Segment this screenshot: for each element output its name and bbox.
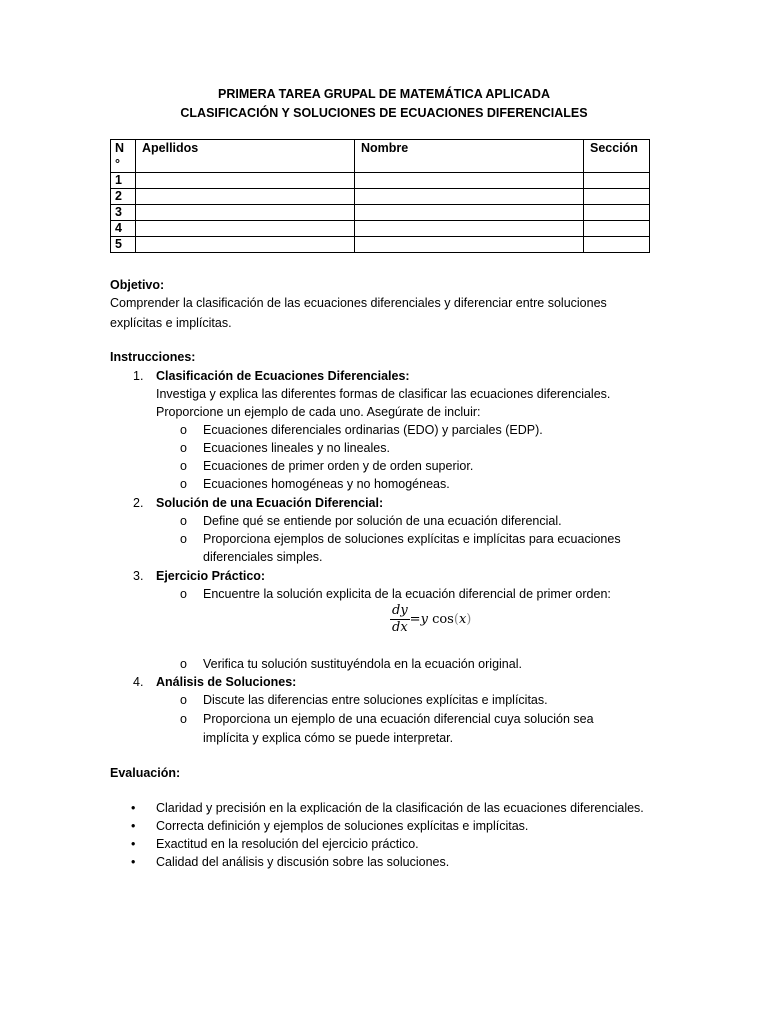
list-item: Proporciona un ejemplo de una ecuación diferencial cuya solución sea [203,712,594,726]
cell-nombre[interactable] [355,173,584,189]
item1-title: Clasificación de Ecuaciones Diferenciales: [156,369,410,383]
cell-seccion[interactable] [584,173,650,189]
row-number: 1 [111,173,136,189]
cell-nombre[interactable] [355,237,584,253]
table-row [111,173,650,189]
bullet: • [131,819,136,833]
cell-seccion[interactable] [584,237,650,253]
equation-fraction [390,603,410,636]
item3-title: Ejercicio Práctico: [156,569,266,583]
sub-bullet: o [180,587,187,601]
row-number: 4 [111,221,136,237]
item1-number: 1. [133,369,144,383]
sub-bullet: o [180,514,187,528]
list-item: Discute las diferencias entre soluciones explícitas e implícitas. [203,693,548,707]
row-number: 5 [111,237,136,253]
sub-bullet: o [180,657,187,671]
objetivo-text-line1: Comprender la clasificación de las ecuaciones diferenciales y diferenciar entre soluciones [110,296,607,310]
equation-paren-right: ) [466,611,472,627]
equation-numerator: dy [392,603,408,618]
cell-apellidos[interactable] [136,189,355,205]
list-item: Encuentre la solución explicita de la ecuación diferencial de primer orden: [203,587,611,601]
cell-apellidos[interactable] [136,173,355,189]
students-table [110,139,650,253]
item4-number: 4. [133,675,144,689]
list-item: Calidad del análisis y discusión sobre las soluciones. [156,855,450,869]
list-item: Exactitud en la resolución del ejercicio práctico. [156,837,419,851]
list-item: Correcta definición y ejemplos de soluciones explícitas e implícitas. [156,819,529,833]
cell-seccion[interactable] [584,189,650,205]
equation-x: x [458,611,467,627]
table-header-row [111,140,650,173]
list-item: Ecuaciones diferenciales ordinarias (EDO) y parciales (EDP). [203,423,543,437]
row-number: 2 [111,189,136,205]
list-item-continued: implícita y explica cómo se puede interpretar. [203,731,454,745]
document-title: PRIMERA TAREA GRUPAL DE MATEMÁTICA APLICADA [218,87,550,101]
sub-bullet: o [180,459,187,473]
header-apellidos: Apellidos [136,140,355,173]
equation-paren-left: ( [453,611,459,627]
sub-bullet: o [180,532,187,546]
cell-seccion[interactable] [584,221,650,237]
cell-apellidos[interactable] [136,237,355,253]
list-item: Ecuaciones lineales y no lineales. [203,441,390,455]
equation-denominator: dx [392,620,408,635]
list-item: Claridad y precisión en la explicación de la clasificación de las ecuaciones diferenciales. [156,801,644,815]
list-item: Proporciona ejemplos de soluciones explícitas e implícitas para ecuaciones [203,532,621,546]
instrucciones-heading: Instrucciones: [110,350,196,364]
cell-nombre[interactable] [355,189,584,205]
header-number: N ° [111,140,136,173]
item2-title: Solución de una Ecuación Diferencial: [156,496,384,510]
cell-apellidos[interactable] [136,221,355,237]
item3-number: 3. [133,569,144,583]
list-item: Ecuaciones homogéneas y no homogéneas. [203,477,450,491]
bullet: • [131,801,136,815]
item1-text-line2: Proporcione un ejemplo de cada uno. Asegúrate de incluir: [156,405,481,419]
sub-bullet: o [180,693,187,707]
header-nombre: Nombre [355,140,584,173]
sub-bullet: o [180,423,187,437]
table-row [111,237,650,253]
item2-number: 2. [133,496,144,510]
list-item-continued: diferenciales simples. [203,550,323,564]
evaluacion-heading: Evaluación: [110,766,181,780]
bullet: • [131,855,136,869]
list-item: Verifica tu solución sustituyéndola en la ecuación original. [203,657,522,671]
sub-bullet: o [180,477,187,491]
table-row [111,221,650,237]
table-row [111,189,650,205]
cell-apellidos[interactable] [136,205,355,221]
item1-text-line1: Investiga y explica las diferentes formas de clasificar las ecuaciones diferenciales. [156,387,611,401]
sub-bullet: o [180,712,187,726]
bullet: • [131,837,136,851]
equation-y: y [420,611,428,627]
differential-equation [390,603,471,636]
header-seccion: Sección [584,140,650,173]
item4-title: Análisis de Soluciones: [156,675,297,689]
objetivo-heading: Objetivo: [110,278,165,292]
list-item: Ecuaciones de primer orden y de orden superior. [203,459,474,473]
equation-rhs [410,611,472,629]
row-number: 3 [111,205,136,221]
cell-nombre[interactable] [355,205,584,221]
equation-cos: cos [427,611,454,627]
cell-seccion[interactable] [584,205,650,221]
list-item: Define qué se entiende por solución de una ecuación diferencial. [203,514,562,528]
objetivo-text-line2: explícitas e implícitas. [110,316,232,330]
equation-equals: = [409,611,421,627]
sub-bullet: o [180,441,187,455]
cell-nombre[interactable] [355,221,584,237]
document-subtitle: CLASIFICACIÓN Y SOLUCIONES DE ECUACIONES DIFERENCIALES [180,106,588,120]
table-row [111,205,650,221]
